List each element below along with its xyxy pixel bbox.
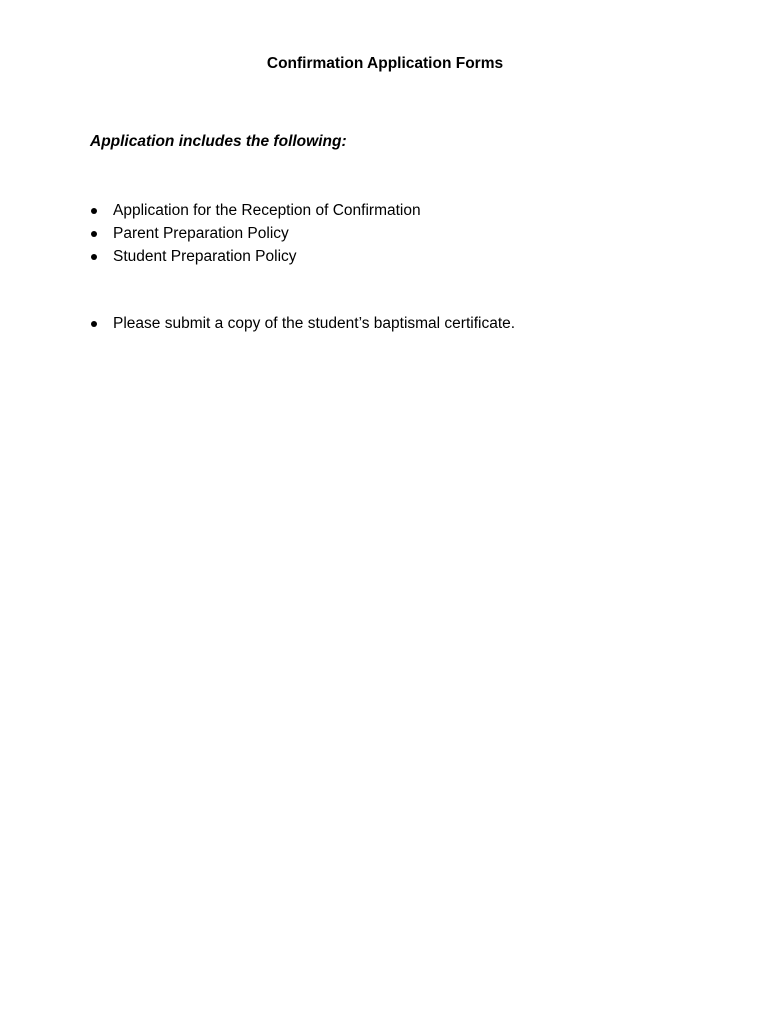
list-item-text: Student Preparation Policy: [113, 248, 297, 265]
bullet-dot-icon: [91, 231, 97, 237]
list-item: [90, 312, 515, 335]
bullet-dot-icon: [91, 208, 97, 214]
includes-list: [90, 199, 421, 268]
bullet-dot-icon: [91, 254, 97, 260]
notes-list: [90, 312, 515, 335]
list-item-text: Application for the Reception of Confirmation: [113, 202, 421, 219]
list-item: [90, 222, 421, 245]
list-item: [90, 199, 421, 222]
list-item-text: Please submit a copy of the student’s baptismal certificate.: [113, 315, 516, 332]
page-title: Confirmation Application Forms: [266, 55, 504, 72]
list-item-text: Parent Preparation Policy: [113, 225, 289, 242]
list-item: [90, 245, 421, 268]
bullet-dot-icon: [91, 321, 97, 327]
section-heading: Application includes the following:: [90, 133, 347, 150]
